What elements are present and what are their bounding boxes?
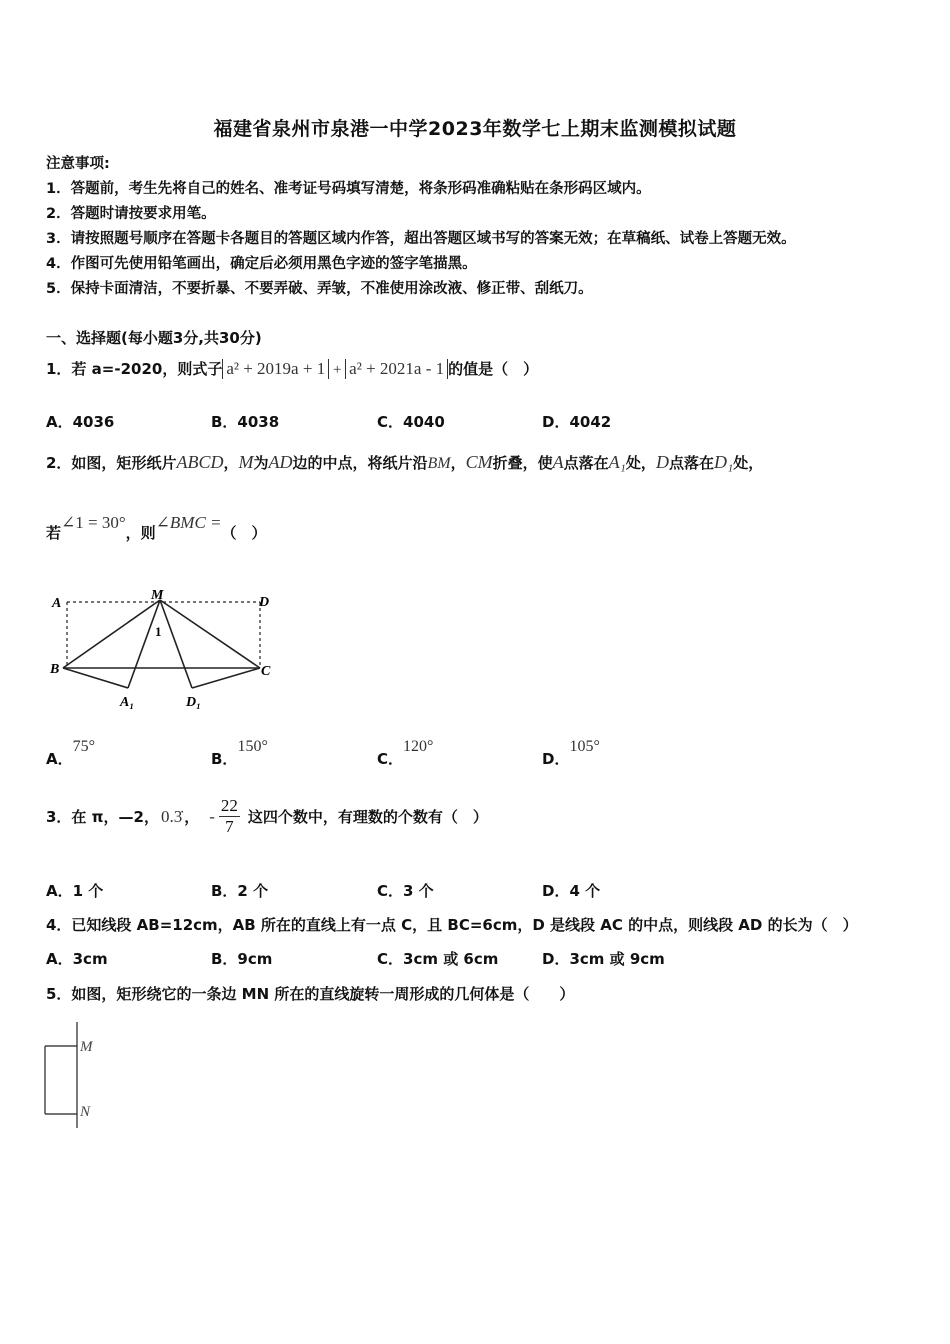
q2-text: 点落在 [668, 454, 714, 472]
fig-line-mc [160, 600, 260, 668]
fig-label-angle-1: 1 [155, 624, 162, 639]
q3-text: 3．在 π，—2， [46, 808, 159, 826]
question-2 [46, 452, 763, 473]
fig-line-ma1 [128, 600, 160, 688]
q2-line-cm: CM [465, 452, 493, 472]
question-4: 4．已知线段 AB=12cm，AB 所在的直线上有一点 C，且 BC=6cm，D 是线段 AC 的中点，则线段 AD 的长为（ ） [46, 916, 858, 934]
q2-text: ，则 [125, 524, 156, 542]
q4-option-b: B．9cm [211, 950, 273, 968]
q3-option-d: D．4 个 [542, 882, 601, 900]
q2-text: 处， [733, 454, 764, 472]
q2-side-ad: AD [268, 452, 293, 472]
q1-plus: + [329, 362, 346, 378]
option-value: 120° [403, 738, 434, 755]
q2-angle-bmc: ∠BMC = [155, 513, 222, 532]
fig-line-cd1 [192, 668, 260, 688]
section-heading: 一、选择题(每小题3分,共30分) [46, 329, 262, 347]
q2-text: （ ） [221, 524, 267, 542]
notes-heading: 注意事项: [46, 156, 110, 172]
q1-option-d: D．4042 [542, 413, 612, 431]
q2-text: 边的中点，将纸片沿 [292, 454, 428, 472]
question-2-line-2 [46, 513, 267, 543]
question-5: 5．如图，矩形绕它的一条边 MN 所在的直线旋转一周形成的几何体是（ ） [46, 985, 575, 1003]
fig-label-b: B [50, 662, 60, 677]
q3-repeating-decimal: 0.3̇ [160, 806, 183, 826]
q2-point-d1: D₁ [713, 452, 734, 472]
fig-line-mb [63, 600, 160, 668]
option-letter: A． [46, 750, 73, 768]
option-letter: D． [542, 750, 570, 768]
q2-option-a [46, 738, 96, 769]
q2-point-m: M [238, 452, 254, 472]
q2-point-a: A [552, 452, 564, 472]
fig-line-md1 [160, 600, 192, 688]
q3-option-b: B．2 个 [211, 882, 269, 900]
q2-line-bm: BM [427, 455, 451, 472]
q2-text: 若 [46, 524, 62, 542]
q2-angle-1: ∠1 = 30° [61, 513, 126, 532]
q3-fraction [219, 796, 240, 837]
q5-figure [40, 1020, 120, 1132]
fig-line-ba1 [63, 668, 128, 688]
option-value: 150° [237, 738, 268, 755]
q2-figure [40, 580, 290, 720]
option-letter: B． [211, 750, 238, 768]
q2-point-d: D [655, 452, 669, 472]
q2-text: 折叠，使 [492, 454, 553, 472]
q3-denominator: 7 [225, 817, 234, 836]
q2-text: 2．如图，矩形纸片 [46, 454, 177, 472]
q3-option-c: C．3 个 [377, 882, 434, 900]
question-1 [46, 358, 538, 379]
fig-label-n: N [80, 1104, 91, 1120]
fig-label-a: A [52, 596, 62, 611]
q1-abs-expr-2: a² + 2021a - 1 [345, 359, 448, 379]
q3-text: ， [184, 808, 200, 826]
option-value: 105° [569, 738, 600, 755]
note-item: 1．答题前，考生先将自己的姓名、准考证号码填写清楚，将条形码准确粘贴在条形码区域内。 [46, 181, 651, 197]
note-item: 2．答题时请按要求用笔。 [46, 206, 216, 222]
fig-label-d: D [259, 595, 270, 610]
fig-label-m: M [80, 1039, 93, 1055]
q2-option-d [542, 738, 600, 769]
q3-minus: - [209, 806, 215, 826]
page-title: 福建省泉州市泉港一中学2023年数学七上期末监测模拟试题 [213, 118, 737, 140]
q1-prefix: 1．若 a=-2020，则式子 [46, 360, 223, 378]
fig-label-d1: D₁ [186, 695, 201, 710]
note-item: 4．作图可先使用铅笔画出，确定后必须用黑色字迹的签字笔描黑。 [46, 256, 477, 272]
q4-option-c: C．3cm 或 6cm [377, 950, 499, 968]
q3-numerator: 22 [220, 796, 238, 815]
q2-option-b [211, 738, 268, 769]
option-value: 75° [72, 738, 96, 755]
fig-label-a1: A₁ [120, 695, 135, 710]
q4-option-d: D．3cm 或 9cm [542, 950, 665, 968]
q1-option-a: A．4036 [46, 413, 115, 431]
option-letter: C． [377, 750, 404, 768]
question-3 [46, 796, 488, 837]
q2-point-a1: A₁ [608, 452, 626, 472]
q3-option-a: A．1 个 [46, 882, 104, 900]
fig-label-m: M [151, 588, 164, 603]
q2-text: 点落在 [563, 454, 609, 472]
q3-text: 这四个数中，有理数的个数有（ ） [247, 808, 488, 826]
q1-option-c: C．4040 [377, 413, 445, 431]
q1-option-b: B．4038 [211, 413, 280, 431]
note-item: 3．请按照题号顺序在答题卡各题目的答题区域内作答，超出答题区域书写的答案无效；在草稿纸、试卷上答题无效。 [46, 231, 796, 247]
q1-suffix: 的值是（ ） [448, 360, 539, 378]
q2-text: ， [450, 454, 466, 472]
q2-rect-abcd: ABCD [176, 452, 224, 472]
fig-label-c: C [261, 664, 271, 679]
q4-option-a: A．3cm [46, 950, 108, 968]
q2-text: 处， [625, 454, 656, 472]
q2-text: 为 [253, 454, 269, 472]
q1-abs-expr-1: a² + 2019a + 1 [222, 359, 329, 379]
q2-text: ， [223, 454, 239, 472]
note-item: 5．保持卡面清洁，不要折暴、不要弄破、弄皱，不准使用涂改液、修正带、刮纸刀。 [46, 281, 593, 297]
q2-option-c [377, 738, 434, 769]
